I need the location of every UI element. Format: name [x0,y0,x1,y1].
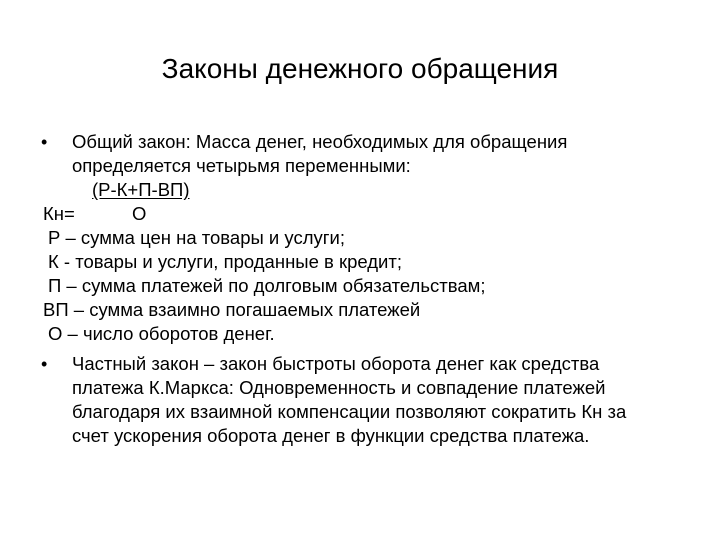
definition-vp: ВП – сумма взаимно погашаемых платежей [43,299,421,320]
formula-denominator: О [132,203,147,224]
private-law-line-2: платежа К.Маркса: Одновременность и совпадение платежей [72,377,606,398]
private-law-line-1: Частный закон – закон быстроты оборота денег как средства [72,353,600,374]
definition-pi: П – сумма платежей по долговым обязательствам; [48,275,486,296]
general-law-line-2: определяется четырьмя переменными: [72,155,411,176]
bullet-icon: • [41,132,48,152]
private-law-line-3: благодаря их взаимной компенсации позволяют сократить Кн за [72,401,627,422]
formula-numerator: (Р-К+П-ВП) [92,179,190,200]
definition-o: О – число оборотов денег. [48,323,275,344]
definition-p: Р – сумма цен на товары и услуги; [48,227,345,248]
general-law-line-1: Общий закон: Масса денег, необходимых для обращения [72,131,568,152]
definition-k: К - товары и услуги, проданные в кредит; [48,251,402,272]
formula-kn-label: Кн= [43,203,75,224]
private-law-line-4: счет ускорения оборота денег в функции средства платежа. [72,425,590,446]
bullet-icon: • [41,354,48,374]
slide-title: Законы денежного обращения [161,53,559,84]
